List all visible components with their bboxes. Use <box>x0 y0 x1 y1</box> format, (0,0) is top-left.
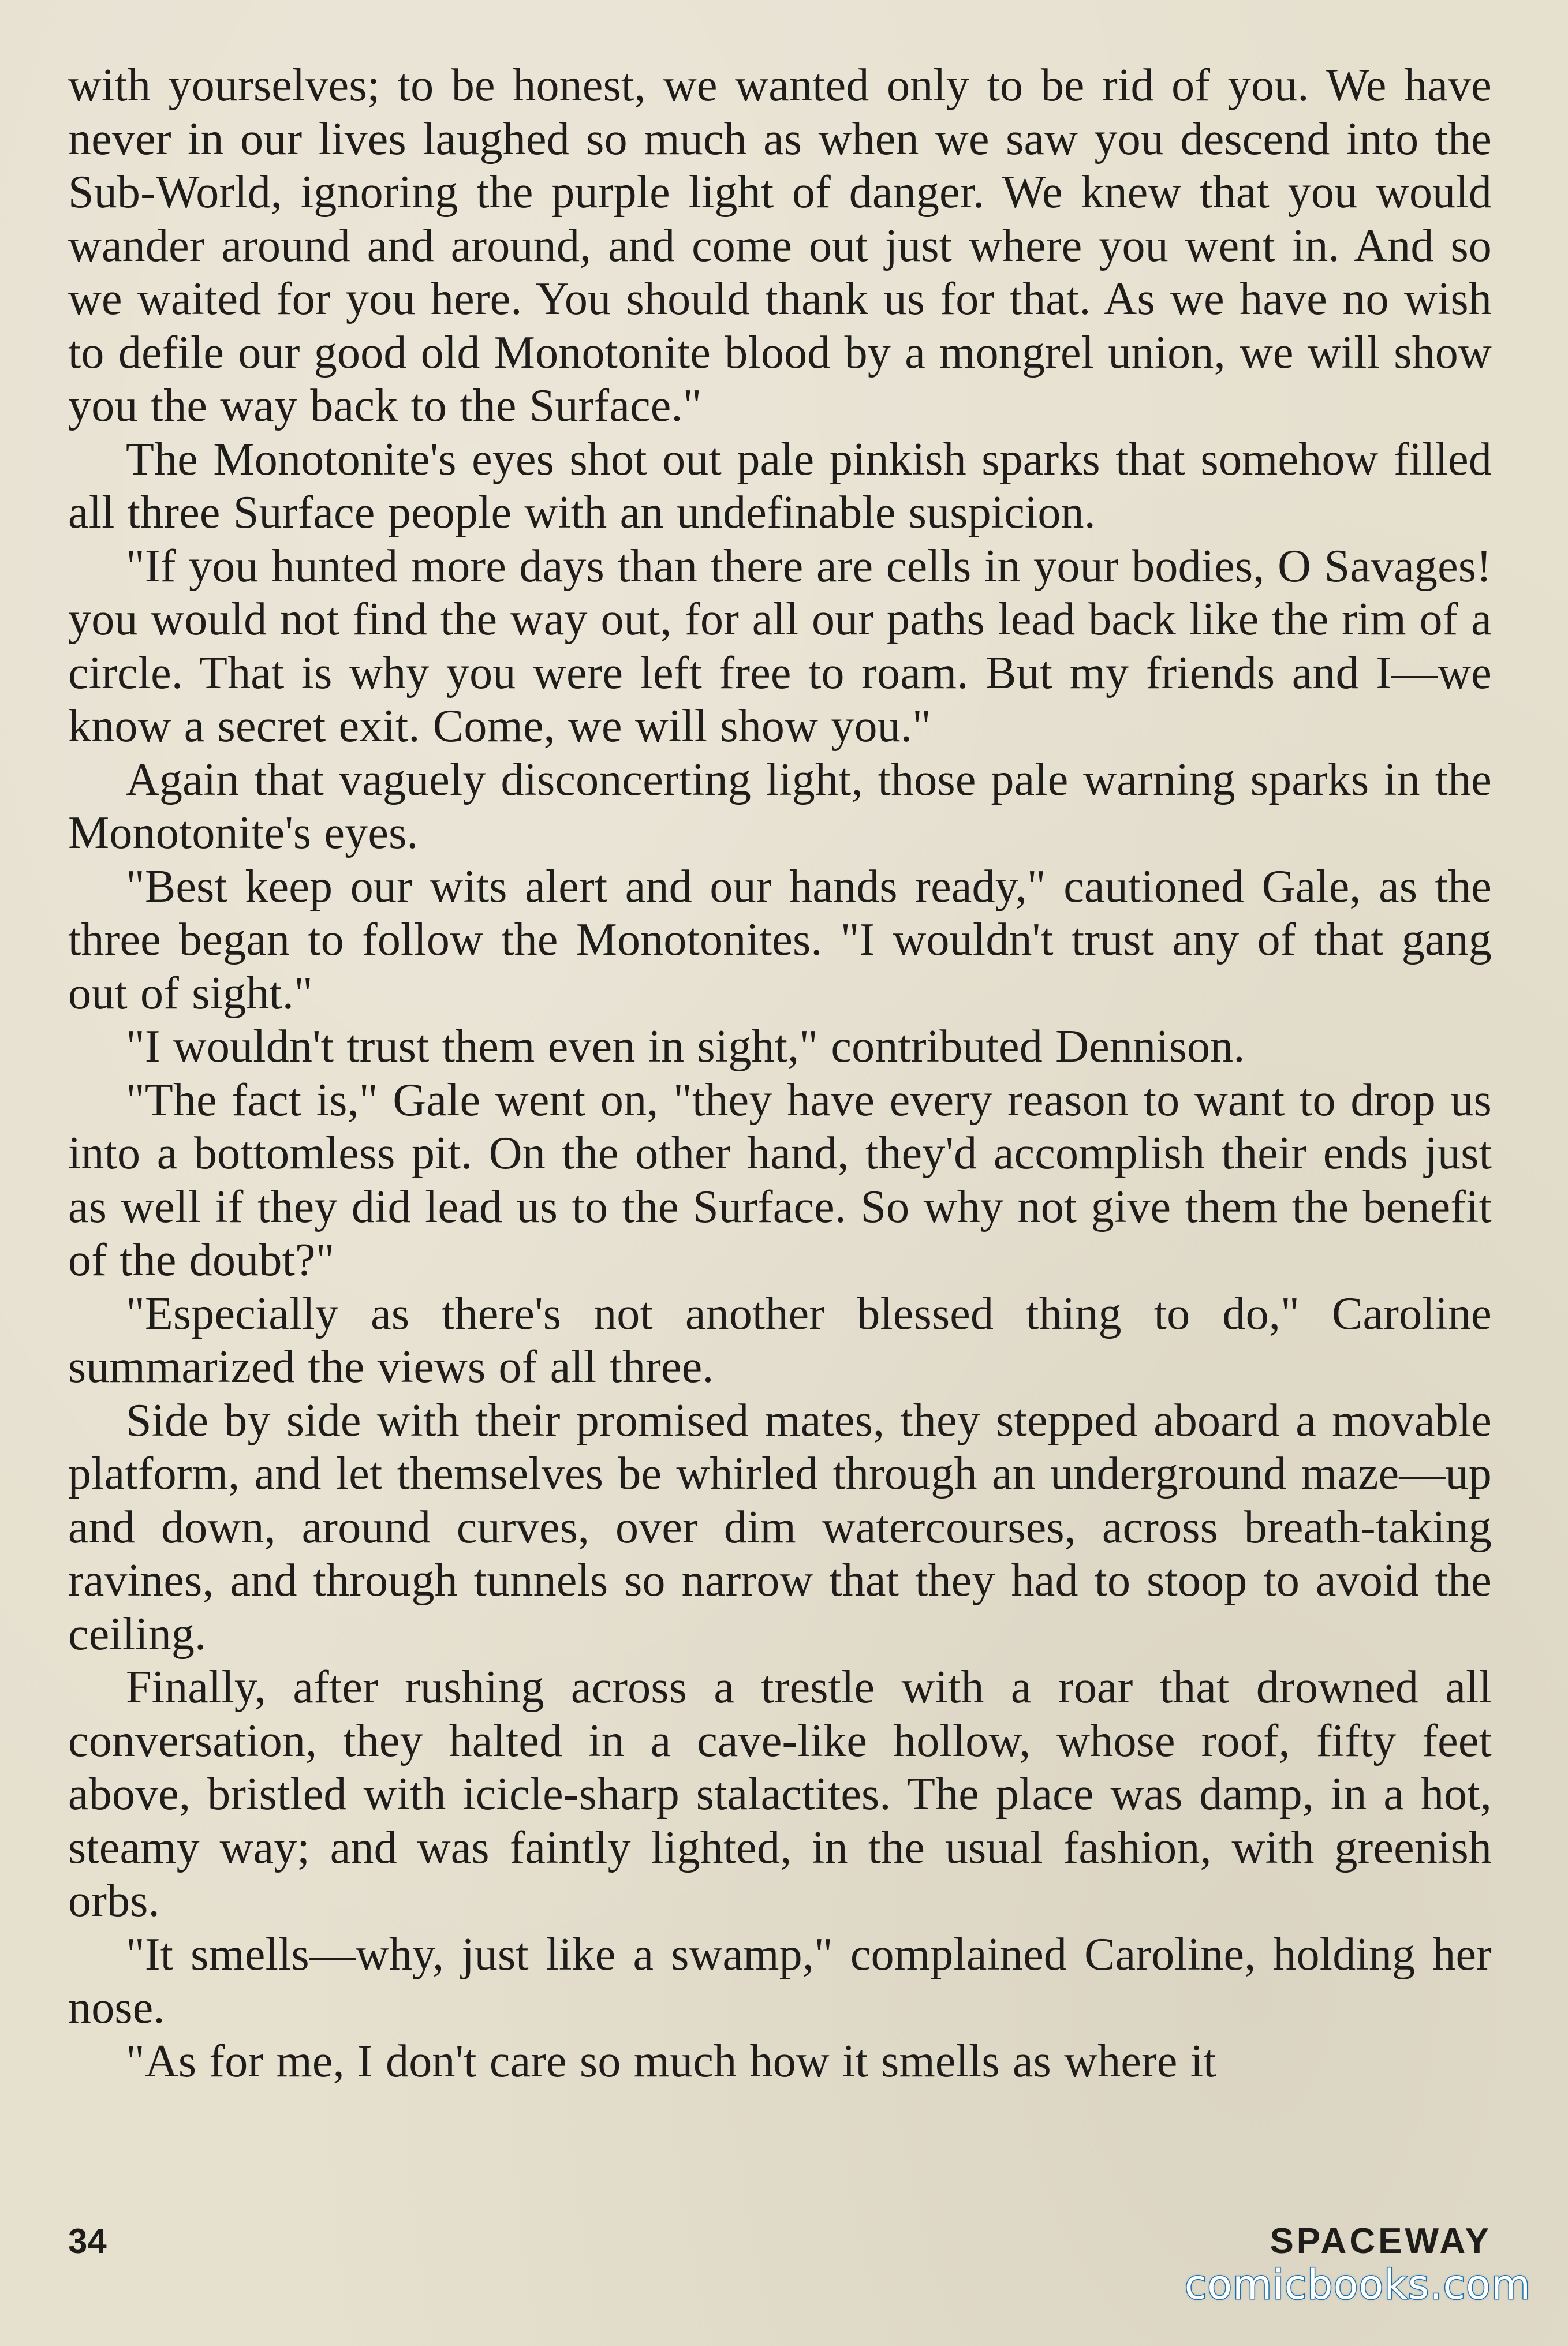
story-text <box>68 59 1492 2088</box>
paragraph: "If you hunted more days than there are cells in your bodies, O Savages! you would not find the way out, for all our paths lead back like the rim of a circle. That is why you were left free to roam. But my friends and I—we know a secret exit. Come, we will show you." <box>68 540 1492 752</box>
paragraph: "It smells—why, just like a swamp," complained Caroline, holding her nose. <box>68 1929 1492 2033</box>
page-number: 34 <box>68 2222 107 2261</box>
paragraph: "Best keep our wits alert and our hands ready," cautioned Gale, as the three began to follow the Monotonites. "I wouldn't trust any of that gang out of sight." <box>68 861 1492 1019</box>
paragraph: Side by side with their promised mates, they stepped aboard a movable platform, and let themselves be whirled through an underground maze—up and down, around curves, over dim watercourses, across breath-taking ravines, and through tunnels so narrow that they had to stoop to avoid the ceiling. <box>68 1395 1492 1660</box>
paragraph: Again that vaguely disconcerting light, those pale warning sparks in the Monotonite's eyes. <box>68 754 1492 858</box>
paragraph: "As for me, I don't care so much how it smells as where it <box>126 2035 1216 2087</box>
paragraph: "The fact is," Gale went on, "they have every reason to want to drop us into a bottomless pit. On the other hand, they'd accomplish their ends just as well if they did lead us to the Surface. So why not give them the benefit of the doubt?" <box>68 1074 1492 1286</box>
paragraph: Finally, after rushing across a trestle with a roar that drowned all conversation, they halted in a cave-like hollow, whose roof, fifty feet above, bristled with icicle-sharp stalactites. The place was damp, in a hot, steamy way; and was faintly lighted, in the usual fashion, with greenish orbs. <box>68 1662 1492 1926</box>
paragraph: with yourselves; to be honest, we wanted only to be rid of you. We have never in our lives laughed so much as when we saw you descend into the Sub-World, ignoring the purple light of danger. We knew that you would wander around and around, and come out just where you went in. And so we waited for you here. You should thank us for that. As we have no wish to defile our good old Monotonite blood by a mongrel union, we will show you the way back to the Surface." <box>68 60 1492 431</box>
magazine-title: SPACEWAY <box>1270 2221 1492 2261</box>
watermark: comicbooks.com <box>1184 2261 1531 2308</box>
paragraph: "I wouldn't trust them even in sight," contributed Dennison. <box>126 1021 1245 1072</box>
paragraph: "Especially as there's not another blessed thing to do," Caroline summarized the views of all three. <box>68 1288 1492 1392</box>
paragraph: The Monotonite's eyes shot out pale pinkish sparks that somehow filled all three Surface people with an undefinable suspicion. <box>68 434 1492 538</box>
